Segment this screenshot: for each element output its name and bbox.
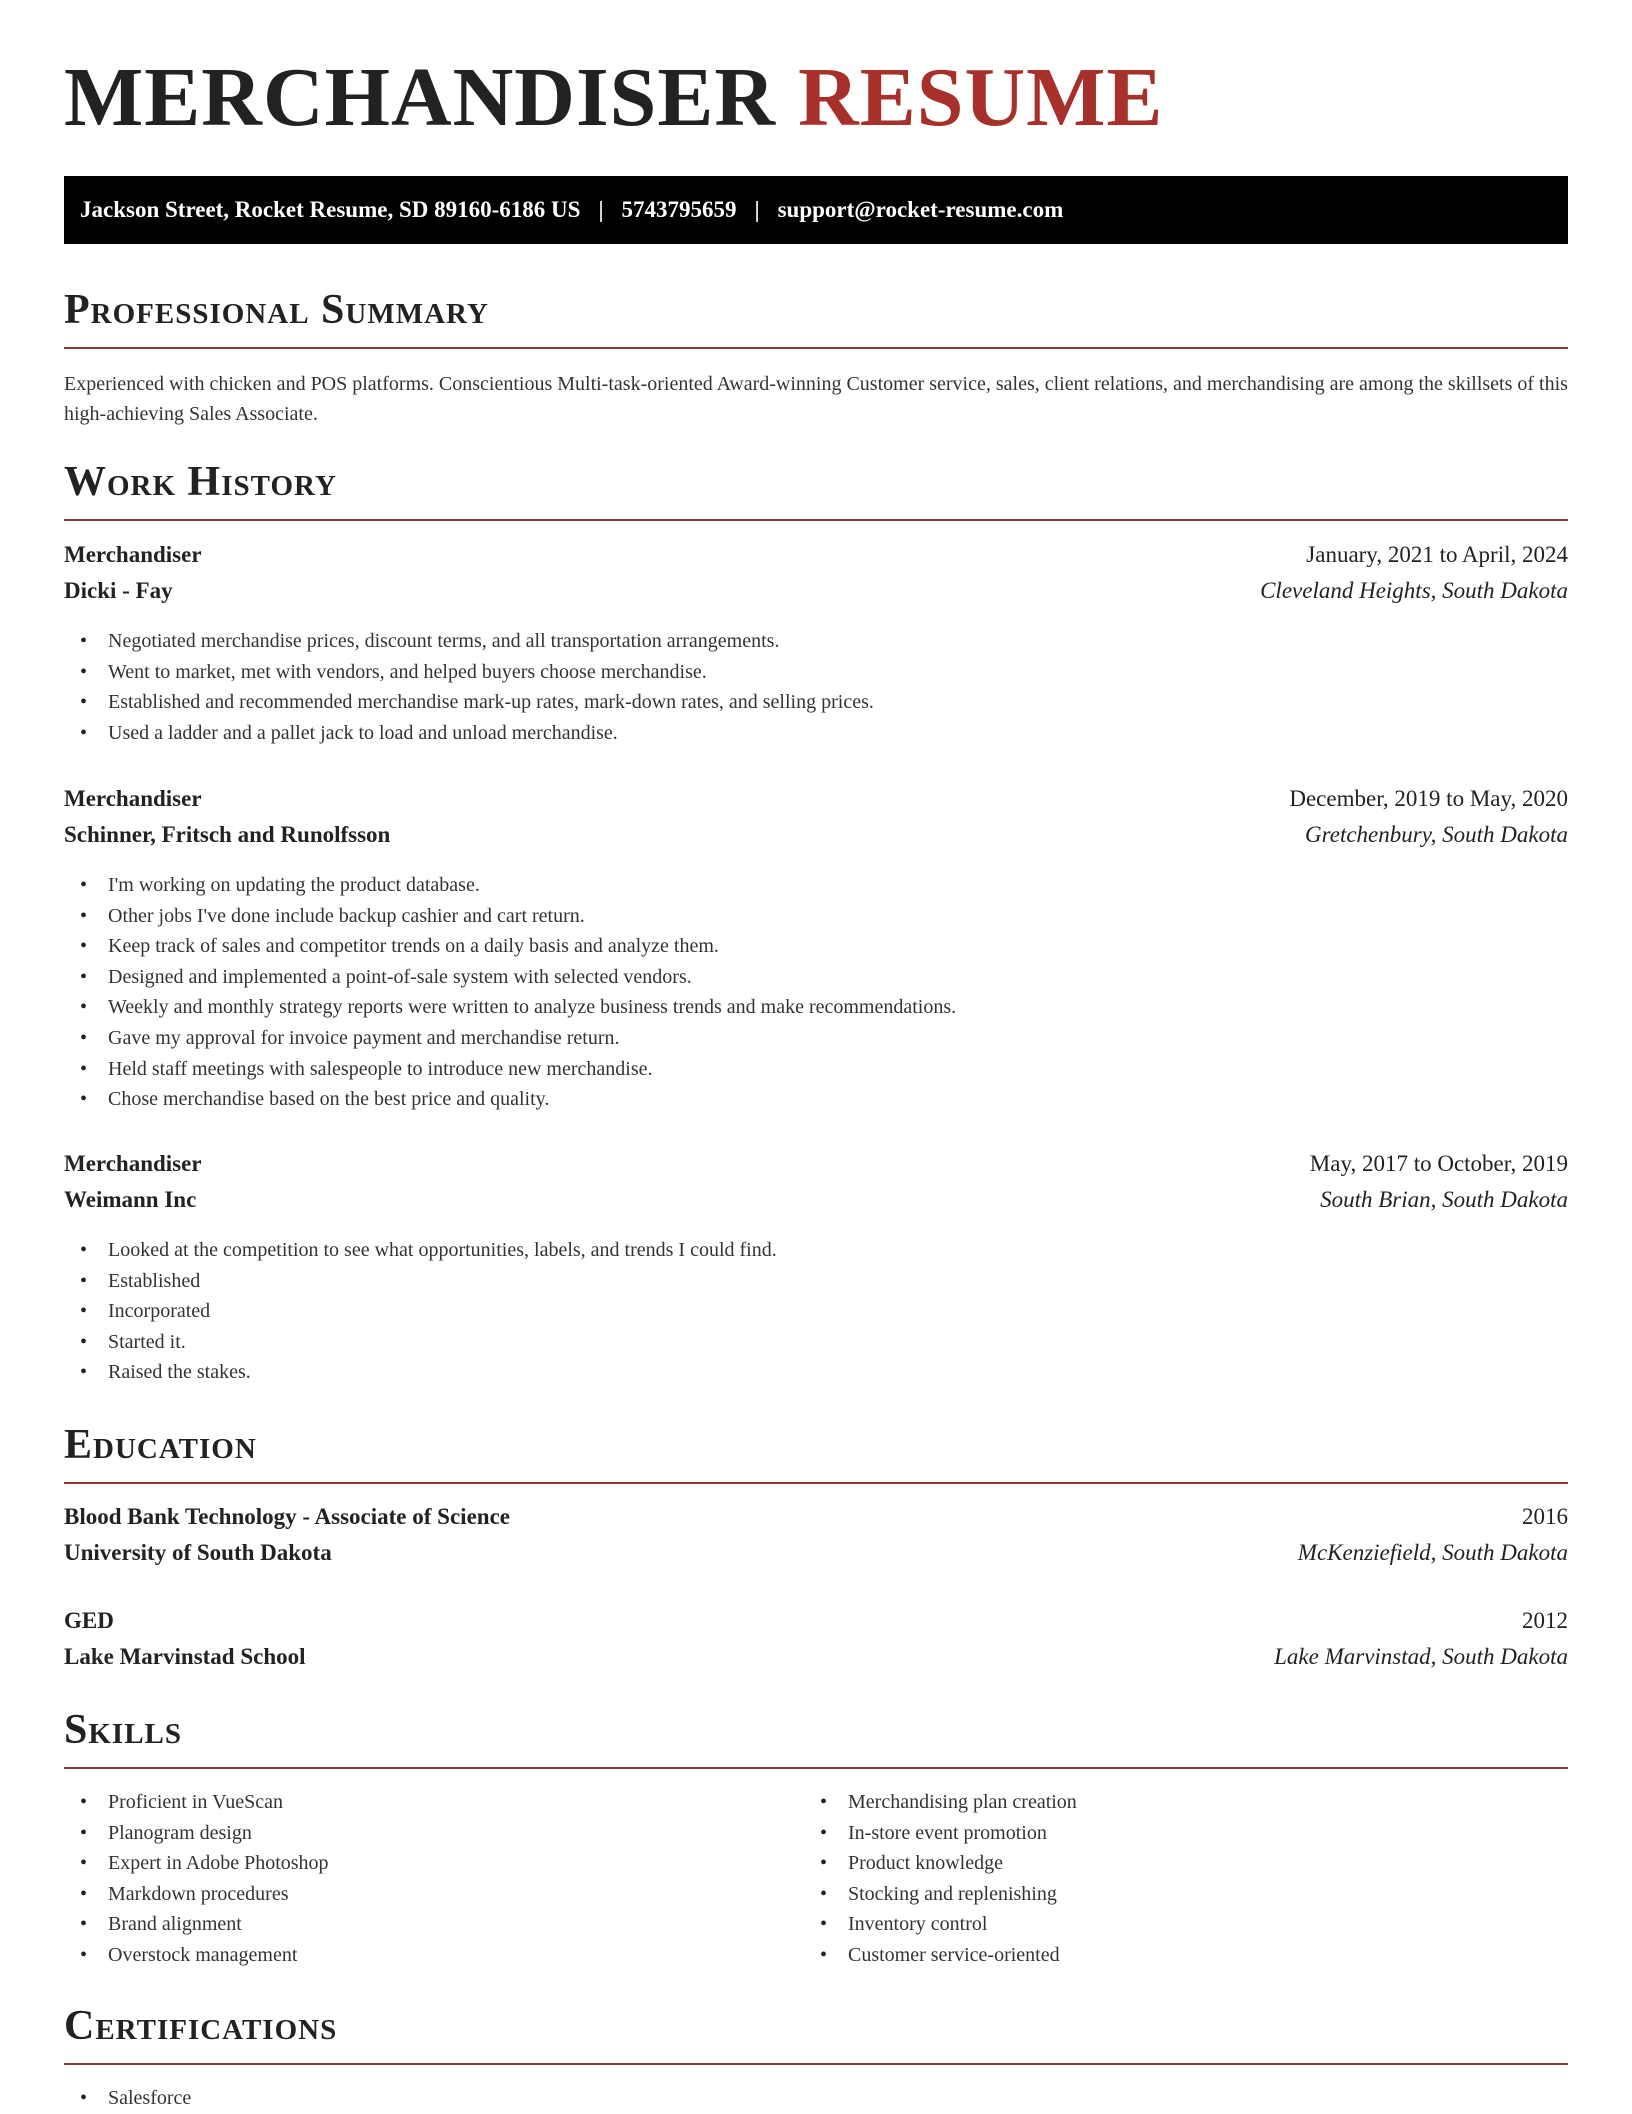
job-title: Merchandiser bbox=[64, 1151, 202, 1176]
contact-email[interactable]: support@rocket-resume.com bbox=[777, 197, 1064, 222]
certifications-list bbox=[64, 2083, 1568, 2114]
job-bullets bbox=[64, 870, 1568, 1115]
education-year: 2016 bbox=[1522, 1504, 1568, 1529]
skills-list-left bbox=[64, 1787, 804, 1971]
section-title-certifications: Certifications bbox=[64, 2005, 1568, 2065]
education-school: Lake Marvinstad School bbox=[64, 1644, 306, 1669]
skill-item: • Overstock management bbox=[64, 1940, 804, 1971]
education-degree: GED bbox=[64, 1608, 114, 1633]
section-title-summary: Professional Summary bbox=[64, 289, 1568, 349]
job-bullet: • Looked at the competition to see what opportunities, labels, and trends I could find. bbox=[64, 1235, 1568, 1266]
education-entry-subheader bbox=[64, 1540, 1568, 1576]
skill-item: • Brand alignment bbox=[64, 1909, 804, 1940]
skills-columns bbox=[64, 1787, 1568, 1971]
job-company: Dicki - Fay bbox=[64, 578, 173, 603]
job-bullet: • Gave my approval for invoice payment and merchandise return. bbox=[64, 1023, 1568, 1054]
work-entry-header bbox=[64, 1151, 1568, 1187]
skill-item: • Customer service-oriented bbox=[804, 1940, 1544, 1971]
section-title-work-history: Work History bbox=[64, 461, 1568, 521]
education-entry-header bbox=[64, 1504, 1568, 1540]
skill-item: • Planogram design bbox=[64, 1818, 804, 1849]
job-bullet: • Negotiated merchandise prices, discount terms, and all transportation arrangements. bbox=[64, 626, 1568, 657]
work-entry bbox=[64, 1151, 1568, 1388]
job-company: Weimann Inc bbox=[64, 1187, 197, 1212]
certification-item: • Salesforce bbox=[64, 2083, 1568, 2114]
skill-item: • Stocking and replenishing bbox=[804, 1879, 1544, 1910]
job-bullet: • Keep track of sales and competitor trends on a daily basis and analyze them. bbox=[64, 931, 1568, 962]
education-school: University of South Dakota bbox=[64, 1540, 332, 1565]
contact-address: Jackson Street, Rocket Resume, SD 89160-6186 US bbox=[80, 197, 581, 222]
work-entry bbox=[64, 786, 1568, 1115]
education-location: Lake Marvinstad, South Dakota bbox=[1274, 1644, 1568, 1669]
contact-separator: | bbox=[754, 197, 760, 222]
title-word-merchandiser: MERCHANDISER bbox=[64, 51, 777, 144]
education-entry-subheader bbox=[64, 1644, 1568, 1680]
job-location: Gretchenbury, South Dakota bbox=[1305, 822, 1568, 847]
skills-list-right bbox=[804, 1787, 1544, 1971]
education-entry-header bbox=[64, 1608, 1568, 1644]
education-year: 2012 bbox=[1522, 1608, 1568, 1633]
job-bullet: • Weekly and monthly strategy reports were written to analyze business trends and make recommendations. bbox=[64, 992, 1568, 1023]
section-title-education: Education bbox=[64, 1424, 1568, 1484]
skill-item: • Merchandising plan creation bbox=[804, 1787, 1544, 1818]
skill-item: • Markdown procedures bbox=[64, 1879, 804, 1910]
education-degree: Blood Bank Technology - Associate of Science bbox=[64, 1504, 510, 1529]
contact-separator: | bbox=[598, 197, 604, 222]
job-dates: May, 2017 to October, 2019 bbox=[1309, 1151, 1568, 1176]
skill-item: • Inventory control bbox=[804, 1909, 1544, 1940]
contact-bar bbox=[64, 176, 1568, 244]
skill-item: • Proficient in VueScan bbox=[64, 1787, 804, 1818]
job-bullet: • Established bbox=[64, 1266, 1568, 1297]
work-entry-subheader bbox=[64, 822, 1568, 858]
job-bullets bbox=[64, 626, 1568, 748]
skill-item: • Expert in Adobe Photoshop bbox=[64, 1848, 804, 1879]
job-bullet: • I'm working on updating the product database. bbox=[64, 870, 1568, 901]
work-entry-header bbox=[64, 542, 1568, 578]
job-bullet: • Other jobs I've done include backup cashier and cart return. bbox=[64, 901, 1568, 932]
job-location: South Brian, South Dakota bbox=[1320, 1187, 1568, 1212]
job-bullet: • Held staff meetings with salespeople to introduce new merchandise. bbox=[64, 1054, 1568, 1085]
job-bullet: • Raised the stakes. bbox=[64, 1357, 1568, 1388]
certifications-block bbox=[64, 2083, 1568, 2114]
job-dates: January, 2021 to April, 2024 bbox=[1306, 542, 1568, 567]
contact-phone[interactable]: 5743795659 bbox=[621, 197, 737, 222]
job-title: Merchandiser bbox=[64, 786, 202, 811]
education-location: McKenziefield, South Dakota bbox=[1297, 1540, 1568, 1565]
job-bullet: • Started it. bbox=[64, 1327, 1568, 1358]
job-location: Cleveland Heights, South Dakota bbox=[1260, 578, 1568, 603]
job-bullet: • Incorporated bbox=[64, 1296, 1568, 1327]
job-bullet: • Chose merchandise based on the best price and quality. bbox=[64, 1084, 1568, 1115]
work-entry-subheader bbox=[64, 578, 1568, 614]
skill-item: • Product knowledge bbox=[804, 1848, 1544, 1879]
education-entry bbox=[64, 1504, 1568, 1576]
job-bullets bbox=[64, 1235, 1568, 1388]
job-bullet: • Designed and implemented a point-of-sale system with selected vendors. bbox=[64, 962, 1568, 993]
job-bullet: • Established and recommended merchandise mark-up rates, mark-down rates, and selling prices. bbox=[64, 687, 1568, 718]
resume-title bbox=[64, 51, 1164, 144]
job-company: Schinner, Fritsch and Runolfsson bbox=[64, 822, 391, 847]
section-title-skills: Skills bbox=[64, 1709, 1568, 1769]
job-bullet: • Went to market, met with vendors, and helped buyers choose merchandise. bbox=[64, 657, 1568, 688]
summary-text: Experienced with chicken and POS platforms. Conscientious Multi-task-oriented Award-winning Customer service, sales, client relations, and merchandising are among the skillsets of this high-achieving Sales Associate. bbox=[64, 373, 1568, 425]
work-entry bbox=[64, 542, 1568, 748]
work-entry-subheader bbox=[64, 1187, 1568, 1223]
job-dates: December, 2019 to May, 2020 bbox=[1289, 786, 1568, 811]
work-entry-header bbox=[64, 786, 1568, 822]
skill-item: • In-store event promotion bbox=[804, 1818, 1544, 1849]
education-entry bbox=[64, 1608, 1568, 1680]
title-word-resume: RESUME bbox=[798, 51, 1164, 144]
job-title: Merchandiser bbox=[64, 542, 202, 567]
job-bullet: • Used a ladder and a pallet jack to load and unload merchandise. bbox=[64, 718, 1568, 749]
